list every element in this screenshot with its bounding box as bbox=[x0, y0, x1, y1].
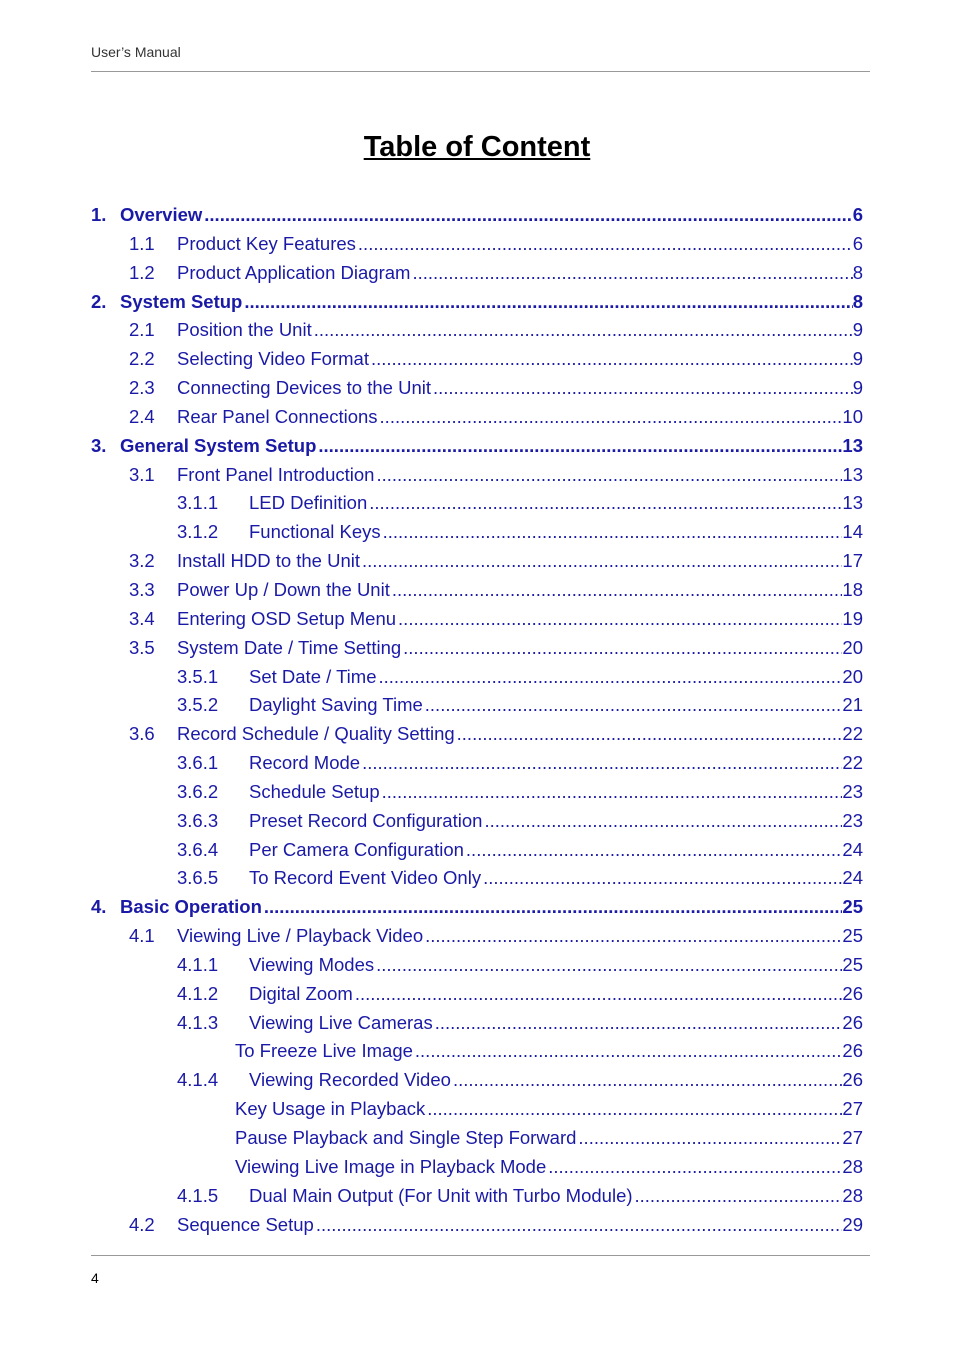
toc-entry-page: 25 bbox=[842, 925, 863, 947]
toc-entry[interactable] bbox=[0, 893, 954, 922]
toc-entry-label: Record Mode bbox=[249, 752, 361, 774]
toc-entry-line bbox=[177, 547, 863, 576]
dot-leader bbox=[390, 576, 843, 605]
dot-leader bbox=[369, 345, 853, 374]
toc-entry-line bbox=[177, 230, 863, 259]
dot-leader bbox=[425, 1095, 842, 1124]
toc-entry[interactable] bbox=[0, 807, 954, 836]
toc-entry-line bbox=[177, 922, 863, 951]
toc-entry[interactable] bbox=[0, 547, 954, 576]
toc-entry-page: 24 bbox=[842, 867, 863, 889]
toc-entry-page: 25 bbox=[842, 896, 863, 918]
toc-entry-number: 3.3 bbox=[129, 578, 155, 600]
toc-entry-line bbox=[235, 1153, 863, 1182]
toc-entry-page: 9 bbox=[852, 377, 863, 399]
toc-entry-page: 23 bbox=[842, 809, 863, 831]
toc-entry-line bbox=[249, 1066, 863, 1095]
dot-leader bbox=[464, 836, 843, 865]
toc-entry-line bbox=[249, 778, 863, 807]
toc-entry-page: 22 bbox=[842, 752, 863, 774]
dot-leader bbox=[431, 374, 853, 403]
toc-entry[interactable] bbox=[0, 432, 954, 461]
toc-entry[interactable] bbox=[0, 230, 954, 259]
dot-leader bbox=[316, 432, 842, 461]
toc-entry-number: 2.3 bbox=[129, 377, 155, 399]
toc-entry-line bbox=[235, 1095, 863, 1124]
toc-entry-line bbox=[177, 374, 863, 403]
toc-entry[interactable] bbox=[0, 576, 954, 605]
toc-entry[interactable] bbox=[0, 1124, 954, 1153]
toc-entry-label: Viewing Live Cameras bbox=[249, 1011, 433, 1033]
toc-entry-line bbox=[235, 1037, 863, 1066]
page-number: 4 bbox=[91, 1270, 99, 1286]
dot-leader bbox=[482, 807, 842, 836]
toc-entry-line bbox=[177, 605, 863, 634]
toc-entry-line bbox=[249, 1009, 863, 1038]
toc-entry-line bbox=[177, 316, 863, 345]
toc-entry-label: Rear Panel Connections bbox=[177, 405, 378, 427]
dot-leader bbox=[360, 547, 842, 576]
toc-entry-line bbox=[249, 864, 863, 893]
toc-entry-label: Front Panel Introduction bbox=[177, 463, 375, 485]
dot-leader bbox=[455, 720, 843, 749]
toc-entry-label: Basic Operation bbox=[120, 896, 262, 918]
toc-entry-line bbox=[249, 951, 863, 980]
toc-entry-page: 21 bbox=[842, 694, 863, 716]
toc-entry-line bbox=[120, 288, 863, 317]
toc-entry-label: Viewing Live Image in Playback Mode bbox=[235, 1155, 547, 1177]
toc-entry[interactable] bbox=[0, 1095, 954, 1124]
toc-entry-page: 28 bbox=[842, 1155, 863, 1177]
toc-entry[interactable] bbox=[0, 518, 954, 547]
dot-leader bbox=[360, 749, 842, 778]
dot-leader bbox=[356, 230, 853, 259]
toc-entry[interactable] bbox=[0, 951, 954, 980]
toc-entry-label: Position the Unit bbox=[177, 319, 312, 341]
toc-entry-label: Viewing Modes bbox=[249, 953, 375, 975]
dot-leader bbox=[353, 980, 843, 1009]
toc-entry-page: 13 bbox=[842, 463, 863, 485]
toc-entry-number: 2. bbox=[91, 290, 107, 312]
toc-entry[interactable] bbox=[0, 316, 954, 345]
dot-leader bbox=[202, 201, 852, 230]
toc-entry-label: Per Camera Configuration bbox=[249, 838, 464, 860]
toc-entry-label: Functional Keys bbox=[249, 521, 381, 543]
dot-leader bbox=[314, 1211, 843, 1240]
dot-leader bbox=[312, 316, 853, 345]
toc-entry-line bbox=[249, 489, 863, 518]
toc-entry-number: 2.1 bbox=[129, 319, 155, 341]
toc-entry-label: Power Up / Down the Unit bbox=[177, 578, 390, 600]
toc-entry-page: 27 bbox=[842, 1098, 863, 1120]
toc-entry[interactable] bbox=[0, 1211, 954, 1240]
toc-entry-number: 3.5.2 bbox=[177, 694, 219, 716]
toc-entry-number: 4.2 bbox=[129, 1213, 155, 1235]
toc-entry-number: 3. bbox=[91, 434, 107, 456]
toc-entry-page: 14 bbox=[842, 521, 863, 543]
dot-leader bbox=[423, 691, 843, 720]
toc-entry-number: 3.5 bbox=[129, 636, 155, 658]
toc-entry-label: Key Usage in Playback bbox=[235, 1098, 426, 1120]
toc-entry-number: 3.6.1 bbox=[177, 752, 219, 774]
toc-entry-page: 20 bbox=[842, 665, 863, 687]
toc-entry-label: Record Schedule / Quality Setting bbox=[177, 723, 455, 745]
toc-entry[interactable] bbox=[0, 461, 954, 490]
toc-entry-label: Viewing Recorded Video bbox=[249, 1069, 451, 1091]
toc-entry-page: 22 bbox=[842, 723, 863, 745]
toc-entry-line bbox=[177, 576, 863, 605]
toc-entry-label: Viewing Live / Playback Video bbox=[177, 925, 424, 947]
dot-leader bbox=[423, 922, 842, 951]
toc-entry[interactable] bbox=[0, 345, 954, 374]
toc-entry-page: 26 bbox=[842, 982, 863, 1004]
toc-entry-page: 13 bbox=[842, 434, 863, 456]
toc-entry-number: 1.2 bbox=[129, 261, 155, 283]
toc-entry-label: To Freeze Live Image bbox=[235, 1040, 413, 1062]
toc-entry-page: 6 bbox=[852, 232, 863, 254]
toc-entry[interactable] bbox=[0, 605, 954, 634]
toc-entry-number: 4.1.2 bbox=[177, 982, 219, 1004]
toc-entry[interactable] bbox=[0, 778, 954, 807]
toc-entry-label: Entering OSD Setup Menu bbox=[177, 607, 397, 629]
toc-entry-label: Pause Playback and Single Step Forward bbox=[235, 1127, 577, 1148]
toc-entry[interactable] bbox=[0, 259, 954, 288]
toc-entry[interactable] bbox=[0, 749, 954, 778]
toc-entry[interactable] bbox=[0, 634, 954, 663]
page-title: Table of Content bbox=[363, 131, 591, 163]
toc-entry[interactable] bbox=[0, 1066, 954, 1095]
toc-entry-page: 9 bbox=[852, 319, 863, 341]
dot-leader bbox=[481, 864, 842, 893]
toc-entry-line bbox=[249, 749, 863, 778]
toc-entry-label: Dual Main Output (For Unit with Turbo Module) bbox=[249, 1184, 633, 1206]
toc-entry[interactable] bbox=[0, 1009, 954, 1038]
toc-entry[interactable] bbox=[0, 836, 954, 865]
toc-entry-page: 23 bbox=[842, 780, 863, 802]
toc-entry-page: 28 bbox=[842, 1184, 863, 1206]
toc-entry-label: Preset Record Configuration bbox=[249, 809, 483, 831]
toc-entry-number: 4.1.4 bbox=[177, 1069, 219, 1091]
dot-leader bbox=[451, 1066, 842, 1095]
toc-entry-page: 17 bbox=[842, 550, 863, 572]
toc-entry-label: System Setup bbox=[120, 290, 243, 312]
toc-entry-label: Product Key Features bbox=[177, 232, 356, 254]
toc-entry-page: 13 bbox=[842, 492, 863, 514]
toc-entry-page: 24 bbox=[842, 838, 863, 860]
toc-entry-line bbox=[249, 1182, 863, 1211]
toc-entry-label: To Record Event Video Only bbox=[249, 867, 482, 889]
toc-entry-line bbox=[235, 1124, 863, 1153]
toc-entry-label: Connecting Devices to the Unit bbox=[177, 377, 431, 399]
toc-entry-line bbox=[177, 461, 863, 490]
toc-entry-line bbox=[249, 691, 863, 720]
dot-leader bbox=[410, 259, 852, 288]
toc-entry-number: 4.1 bbox=[129, 925, 155, 947]
toc-entry-number: 4.1.1 bbox=[177, 953, 219, 975]
toc-entry-number: 3.6.4 bbox=[177, 838, 219, 860]
toc-entry-label: Sequence Setup bbox=[177, 1213, 314, 1235]
toc-entry-page: 29 bbox=[842, 1213, 863, 1235]
toc-entry-line bbox=[249, 836, 863, 865]
toc-entry[interactable] bbox=[0, 374, 954, 403]
toc-entry-page: 8 bbox=[852, 290, 863, 312]
toc-entry-label: Daylight Saving Time bbox=[249, 694, 423, 716]
toc-entry-page: 19 bbox=[842, 607, 863, 629]
toc-entry-label: Schedule Setup bbox=[249, 780, 380, 802]
toc-entry[interactable] bbox=[0, 691, 954, 720]
dot-leader bbox=[377, 663, 843, 692]
toc-entry-number: 3.6 bbox=[129, 723, 155, 745]
toc-entry[interactable] bbox=[0, 1153, 954, 1182]
dot-leader bbox=[378, 403, 843, 432]
toc-entry-page: 10 bbox=[842, 405, 863, 427]
toc-entry[interactable] bbox=[0, 922, 954, 951]
toc-entry-line bbox=[177, 1211, 863, 1240]
dot-leader bbox=[380, 778, 843, 807]
toc-entry-page: 27 bbox=[842, 1127, 863, 1148]
toc-entry-label: LED Definition bbox=[249, 492, 368, 514]
toc-entry-number: 1.1 bbox=[129, 232, 155, 254]
toc-entry[interactable] bbox=[0, 489, 954, 518]
running-header: User’s Manual bbox=[91, 44, 181, 60]
toc-entry-label: Digital Zoom bbox=[249, 982, 353, 1004]
toc-entry-page: 9 bbox=[852, 348, 863, 370]
toc-entry-number: 3.1.2 bbox=[177, 521, 219, 543]
toc-entry-line bbox=[177, 720, 863, 749]
toc-entry-label: Overview bbox=[120, 204, 203, 225]
toc-entry[interactable] bbox=[0, 1037, 954, 1066]
toc-entry-number: 3.5.1 bbox=[177, 665, 219, 687]
toc-entry-number: 2.4 bbox=[129, 405, 155, 427]
toc-entry[interactable] bbox=[0, 720, 954, 749]
toc-entry-number: 4. bbox=[91, 896, 107, 918]
toc-entry[interactable] bbox=[0, 1182, 954, 1211]
dot-leader bbox=[374, 951, 842, 980]
toc-entry-page: 8 bbox=[852, 261, 863, 283]
dot-leader bbox=[396, 605, 842, 634]
toc-entry-number: 4.1.5 bbox=[177, 1184, 219, 1206]
table-of-contents bbox=[0, 201, 954, 1239]
toc-entry-line bbox=[177, 259, 863, 288]
toc-entry-number: 4.1.3 bbox=[177, 1011, 219, 1033]
toc-entry-page: 20 bbox=[842, 636, 863, 658]
toc-entry-line bbox=[249, 980, 863, 1009]
toc-entry[interactable] bbox=[0, 980, 954, 1009]
toc-entry-label: Set Date / Time bbox=[249, 665, 377, 687]
toc-entry-line bbox=[120, 201, 863, 230]
dot-leader bbox=[413, 1037, 843, 1066]
toc-entry[interactable] bbox=[0, 864, 954, 893]
dot-leader bbox=[381, 518, 843, 547]
toc-entry-number: 2.2 bbox=[129, 348, 155, 370]
toc-entry-line bbox=[249, 807, 863, 836]
dot-leader bbox=[576, 1124, 842, 1153]
header-rule bbox=[91, 71, 870, 72]
toc-entry-line bbox=[249, 518, 863, 547]
toc-entry-number: 3.6.2 bbox=[177, 780, 219, 802]
toc-entry-line bbox=[177, 345, 863, 374]
toc-entry-label: Selecting Video Format bbox=[177, 348, 369, 370]
toc-entry-page: 6 bbox=[852, 204, 863, 225]
toc-entry-label: General System Setup bbox=[120, 434, 317, 456]
toc-entry-line bbox=[120, 893, 863, 922]
toc-entry-line bbox=[120, 432, 863, 461]
toc-entry-line bbox=[249, 663, 863, 692]
toc-entry-number: 3.6.5 bbox=[177, 867, 219, 889]
dot-leader bbox=[633, 1182, 843, 1211]
dot-leader bbox=[367, 489, 842, 518]
toc-entry-page: 26 bbox=[842, 1011, 863, 1033]
toc-entry[interactable] bbox=[0, 663, 954, 692]
dot-leader bbox=[374, 461, 842, 490]
toc-entry-line bbox=[177, 634, 863, 663]
toc-entry-page: 26 bbox=[842, 1040, 863, 1062]
toc-entry-number: 1. bbox=[91, 204, 107, 225]
toc-entry-number: 3.2 bbox=[129, 550, 155, 572]
toc-entry[interactable] bbox=[0, 288, 954, 317]
toc-entry-number: 3.1.1 bbox=[177, 492, 219, 514]
dot-leader bbox=[433, 1009, 843, 1038]
dot-leader bbox=[401, 634, 842, 663]
toc-entry-number: 3.4 bbox=[129, 607, 155, 629]
toc-entry[interactable] bbox=[0, 403, 954, 432]
toc-entry-number: 3.6.3 bbox=[177, 809, 219, 831]
toc-entry[interactable] bbox=[0, 201, 954, 230]
dot-leader bbox=[546, 1153, 842, 1182]
toc-entry-line bbox=[177, 403, 863, 432]
footer-rule bbox=[91, 1255, 870, 1256]
toc-entry-label: Install HDD to the Unit bbox=[177, 550, 361, 572]
dot-leader bbox=[242, 288, 852, 317]
toc-entry-page: 18 bbox=[842, 578, 863, 600]
toc-entry-label: System Date / Time Setting bbox=[177, 636, 402, 658]
toc-entry-page: 26 bbox=[842, 1069, 863, 1091]
dot-leader bbox=[262, 893, 843, 922]
toc-entry-page: 25 bbox=[842, 953, 863, 975]
toc-entry-number: 3.1 bbox=[129, 463, 155, 485]
toc-entry-label: Product Application Diagram bbox=[177, 261, 411, 283]
